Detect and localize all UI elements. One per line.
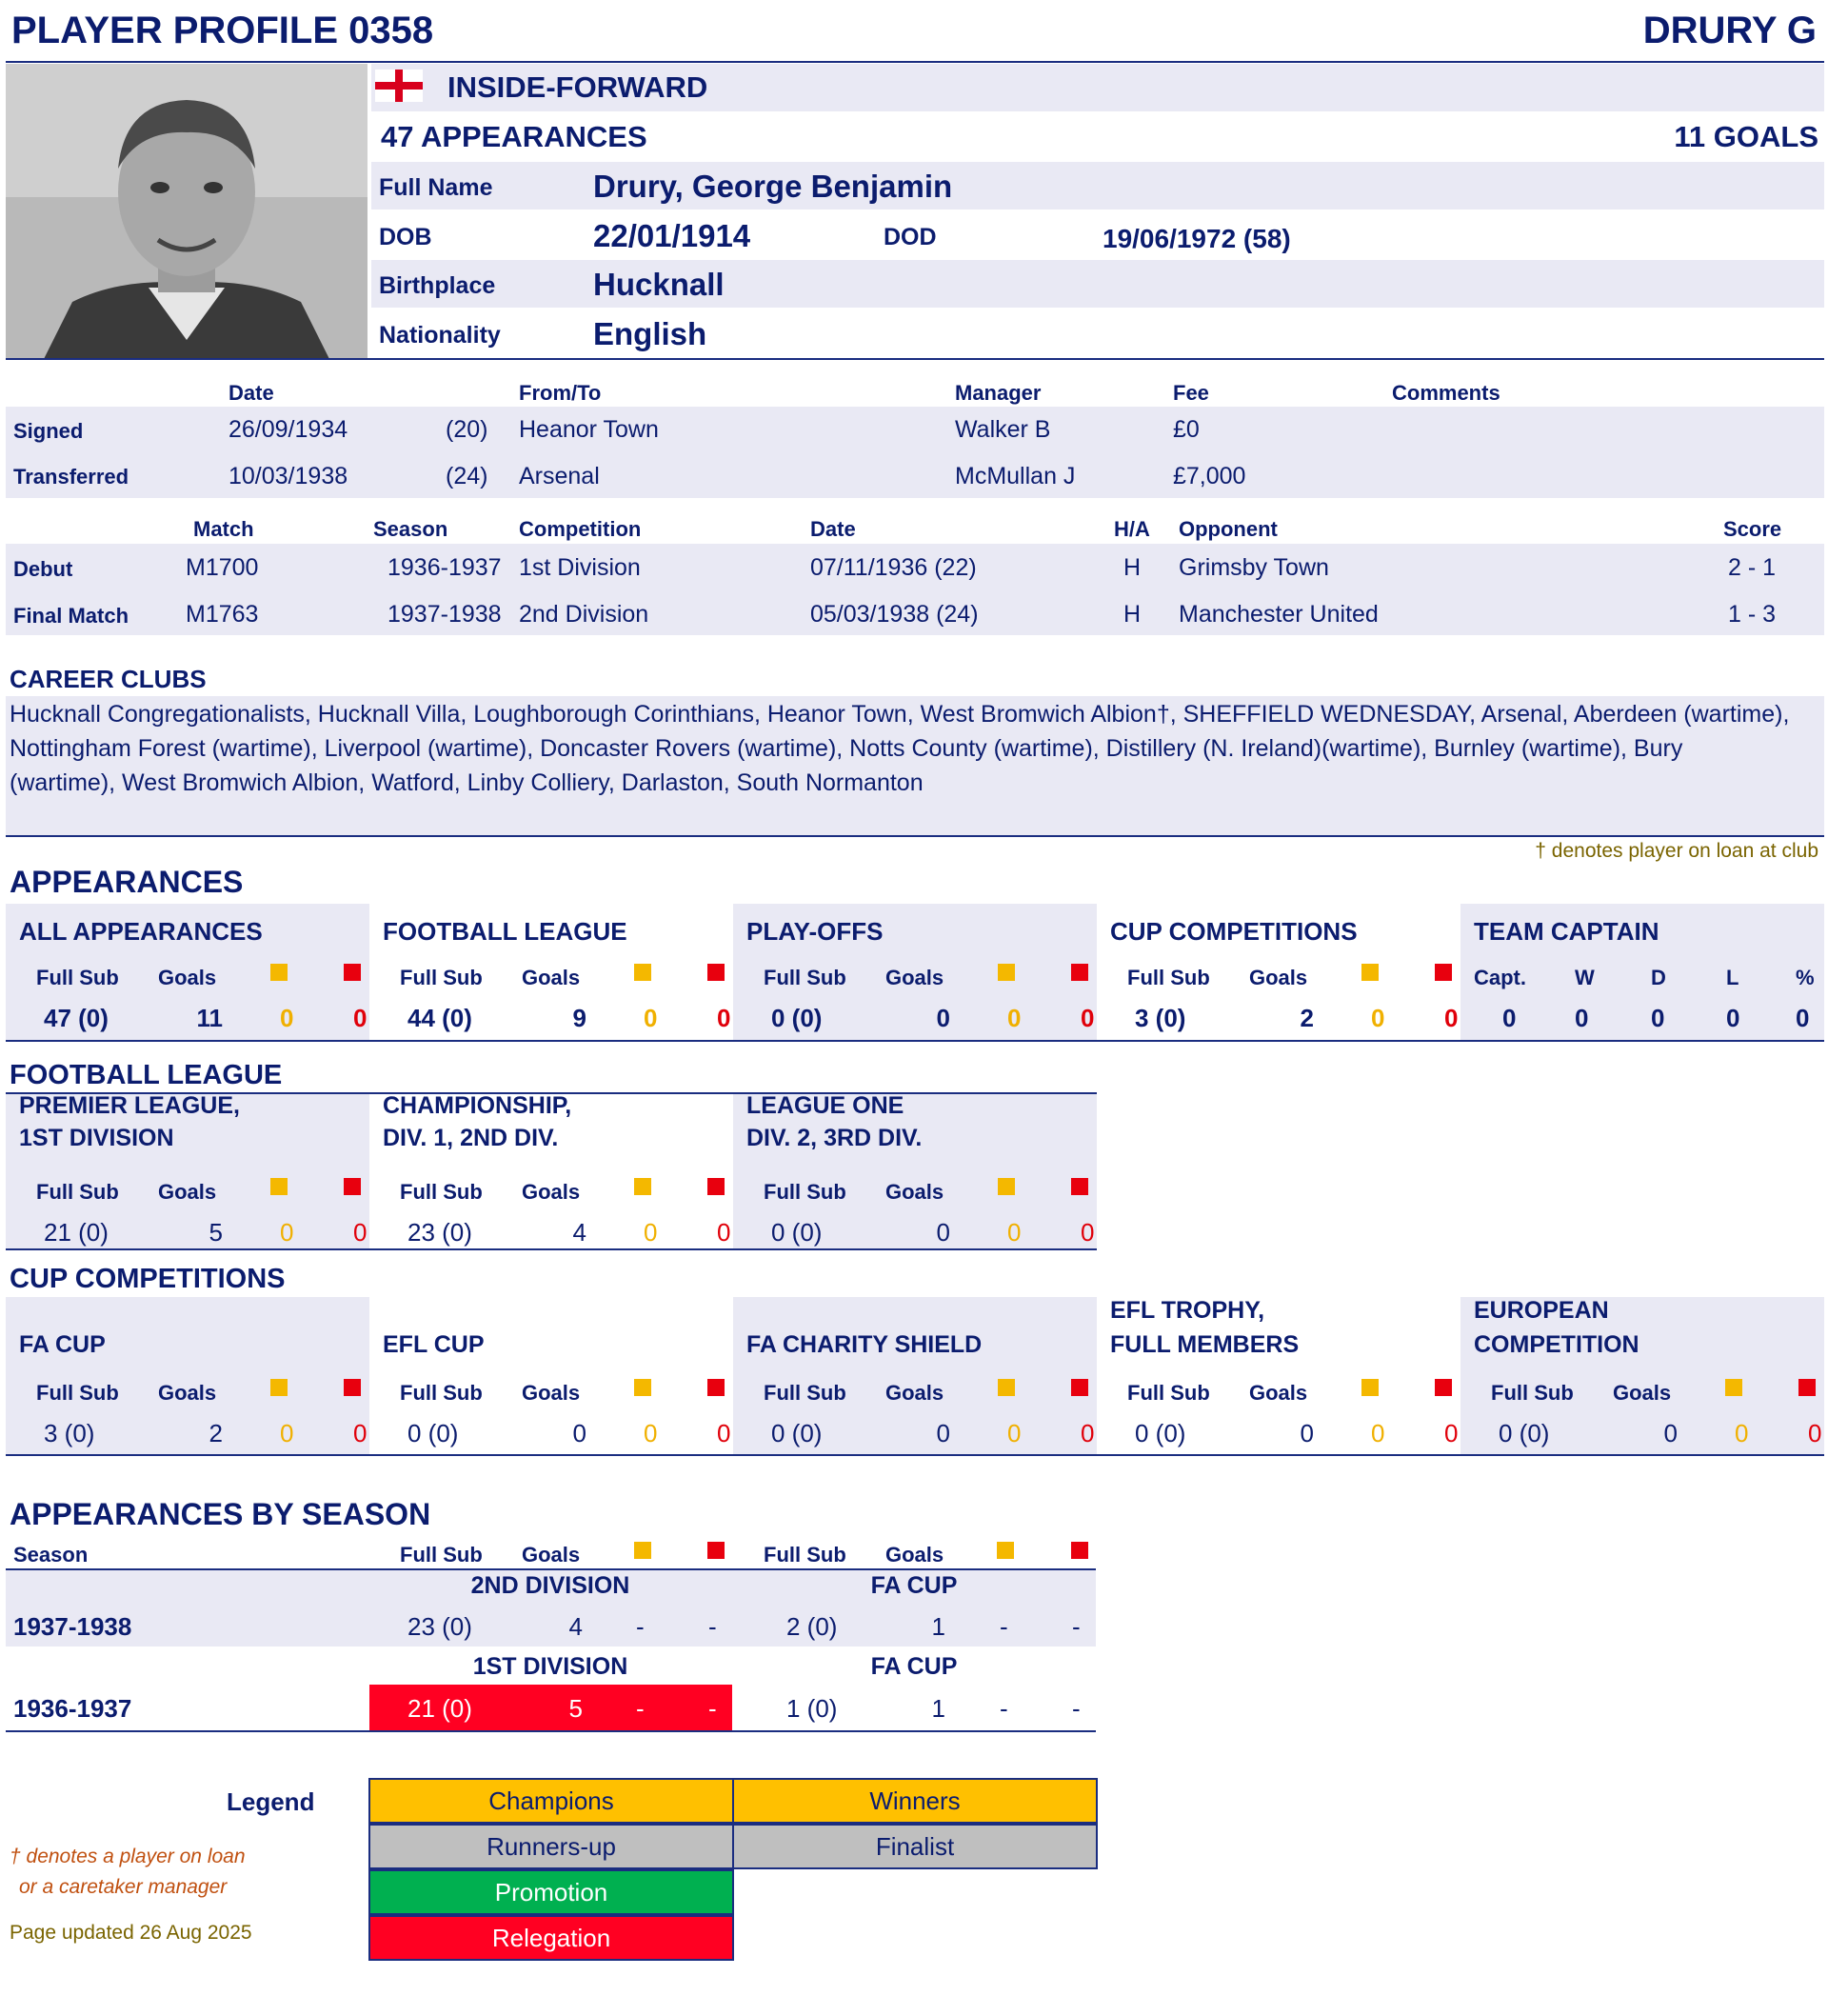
cups-title: CUP COMPETITIONS xyxy=(10,1264,286,1294)
yellow-card-icon xyxy=(634,1379,651,1396)
birthplace-row xyxy=(371,260,1824,308)
signed-fee: £0 xyxy=(1173,416,1200,443)
legend-runners-up: Runners-up xyxy=(368,1824,734,1869)
apps-value: 0 (0) xyxy=(771,1419,823,1447)
player-photo xyxy=(6,64,368,359)
captain-header: % xyxy=(1796,966,1815,989)
england-flag-icon xyxy=(375,70,423,102)
team-captain-title: TEAM CAPTAIN xyxy=(1474,917,1659,946)
goals-header: Goals xyxy=(158,966,217,989)
season-goals-header-2: Goals xyxy=(885,1543,944,1567)
stat-group-title: CUP COMPETITIONS xyxy=(1110,917,1358,946)
goals-header: Goals xyxy=(885,1381,944,1405)
signed-club: Heanor Town xyxy=(519,416,659,443)
league-group-title-1: LEAGUE ONE xyxy=(746,1092,904,1119)
apps-value: 0 (0) xyxy=(771,1004,823,1032)
signed-age: (20) xyxy=(446,416,488,443)
red-cards-value: 0 xyxy=(1081,1004,1095,1032)
page-updated: Page updated 26 Aug 2025 xyxy=(10,1922,252,1944)
red-cards-value: 0 xyxy=(717,1004,731,1032)
ha-header: H/A xyxy=(1114,517,1150,541)
legend-promotion: Promotion xyxy=(368,1869,734,1915)
red-card-icon xyxy=(1071,1379,1088,1396)
match-date-header: Date xyxy=(810,517,856,541)
legend-title: Legend xyxy=(227,1787,315,1816)
debut-label: Debut xyxy=(13,557,73,581)
yellow-card-icon xyxy=(998,1379,1015,1396)
season-row-2-comp1: 1ST DIVISION xyxy=(472,1653,628,1680)
yellow-card-icon xyxy=(270,1178,288,1195)
cup-group-title-2: FA CUP xyxy=(19,1331,106,1358)
goals-value: 2 xyxy=(1300,1004,1314,1032)
league-group-title-1: CHAMPIONSHIP, xyxy=(383,1092,572,1119)
captain-value: 0 xyxy=(1502,1004,1517,1032)
goals-header: Goals xyxy=(1249,966,1308,989)
season-row-1-comp1: 2ND DIVISION xyxy=(470,1572,630,1599)
profile-rule xyxy=(6,358,1824,360)
page-title: PLAYER PROFILE 0358 xyxy=(11,10,434,51)
yellow-card-icon xyxy=(997,1542,1014,1559)
full-sub-header: Full Sub xyxy=(1127,966,1210,989)
full-sub-header: Full Sub xyxy=(764,1381,846,1405)
match-header: Match xyxy=(193,517,254,541)
season-fullsub-header-2: Full Sub xyxy=(764,1543,846,1567)
cup-group-title-1: EFL TROPHY, xyxy=(1110,1297,1265,1324)
red-card-icon xyxy=(344,1178,361,1195)
yellow-card-icon xyxy=(634,964,651,981)
player-short-name: DRURY G xyxy=(1642,10,1817,51)
full-name-value: Drury, George Benjamin xyxy=(593,169,953,204)
yellow-cards-value: 0 xyxy=(1007,1218,1022,1247)
goals-header: Goals xyxy=(522,966,581,989)
signed-date: 26/09/1934 xyxy=(228,416,348,443)
final-season: 1937-1938 xyxy=(387,601,502,628)
transfer-club-header: From/To xyxy=(519,381,602,405)
goals-value: 0 xyxy=(1300,1419,1314,1447)
league-group-title-2: DIV. 1, 2ND DIV. xyxy=(383,1125,559,1151)
yellow-cards-value: 0 xyxy=(644,1218,658,1247)
goals-value: 0 xyxy=(1663,1419,1678,1447)
season-row-1-y1: - xyxy=(636,1612,645,1641)
red-card-icon xyxy=(1798,1379,1816,1396)
full-sub-header: Full Sub xyxy=(36,1180,119,1204)
career-clubs-title: CAREER CLUBS xyxy=(10,665,207,693)
league-group-title-2: 1ST DIVISION xyxy=(19,1125,174,1151)
apps-value: 0 (0) xyxy=(1499,1419,1550,1447)
apps-value: 23 (0) xyxy=(407,1218,472,1247)
loan-note: † denotes player on loan at club xyxy=(1535,840,1818,862)
yellow-card-icon xyxy=(1725,1379,1742,1396)
full-name-row xyxy=(371,162,1824,210)
score-header: Score xyxy=(1723,517,1782,541)
captain-value: 0 xyxy=(1796,1004,1810,1032)
signed-manager: Walker B xyxy=(955,416,1051,443)
apps-value: 0 (0) xyxy=(407,1419,459,1447)
legend-champions: Champions xyxy=(368,1778,734,1824)
cup-group-title-2: FULL MEMBERS xyxy=(1110,1331,1300,1358)
legend-winners: Winners xyxy=(732,1778,1098,1824)
captain-header: W xyxy=(1575,966,1595,989)
yellow-cards-value: 0 xyxy=(1735,1419,1749,1447)
transfer-date-header: Date xyxy=(228,381,274,405)
red-cards-value: 0 xyxy=(1444,1419,1459,1447)
season-fullsub-header-1: Full Sub xyxy=(400,1543,483,1567)
season-row-1-season: 1937-1938 xyxy=(13,1612,132,1641)
goals-header: Goals xyxy=(1613,1381,1672,1405)
season-row-1-comp2: FA CUP xyxy=(870,1572,958,1599)
full-sub-header: Full Sub xyxy=(1491,1381,1574,1405)
yellow-card-icon xyxy=(634,1542,651,1559)
dod-value: 19/06/1972 (58) xyxy=(1103,224,1291,253)
goals-value: 0 xyxy=(936,1419,950,1447)
debut-date: 07/11/1936 (22) xyxy=(810,554,977,581)
cup-group-title-2: FA CHARITY SHIELD xyxy=(746,1331,983,1358)
yellow-card-icon xyxy=(1361,1379,1379,1396)
red-card-icon xyxy=(1071,1178,1088,1195)
captain-value: 0 xyxy=(1726,1004,1740,1032)
transfer-manager-header: Manager xyxy=(955,381,1042,405)
red-card-icon xyxy=(1071,1542,1088,1559)
red-card-icon xyxy=(344,964,361,981)
season-row-2-y2: - xyxy=(1000,1694,1008,1723)
red-cards-value: 0 xyxy=(1081,1419,1095,1447)
transferred-club: Arsenal xyxy=(519,463,600,489)
career-clubs-line-2: Nottingham Forest (wartime), Liverpool (wartime), Doncaster Rovers (wartime), Notts County (wartime), Distillery (N. Ireland)(wartime), Burnley (wartime), Bury xyxy=(10,735,1683,762)
season-footer-rule xyxy=(6,1730,1096,1732)
season-row-2-y1: - xyxy=(636,1694,645,1723)
goals-value: 0 xyxy=(936,1218,950,1247)
transferred-date: 10/03/1938 xyxy=(228,463,348,489)
transferred-manager: McMullan J xyxy=(955,463,1076,489)
red-card-icon xyxy=(1071,964,1088,981)
stat-group-title: ALL APPEARANCES xyxy=(19,917,263,946)
debut-match: M1700 xyxy=(186,554,259,581)
final-score: 1 - 3 xyxy=(1728,601,1777,628)
final-match-label: Final Match xyxy=(13,604,129,628)
goals-header: Goals xyxy=(1249,1381,1308,1405)
goals-value: 0 xyxy=(936,1004,950,1032)
player-portrait-image xyxy=(6,64,368,359)
red-cards-value: 0 xyxy=(353,1218,368,1247)
yellow-cards-value: 0 xyxy=(280,1419,294,1447)
cup-group-title-1: EUROPEAN xyxy=(1474,1297,1609,1324)
apps-value: 47 (0) xyxy=(44,1004,109,1032)
red-card-icon xyxy=(344,1379,361,1396)
player-position: INSIDE-FORWARD xyxy=(447,70,708,104)
red-cards-value: 0 xyxy=(353,1004,368,1032)
legend-note-2: or a caretaker manager xyxy=(19,1876,228,1898)
final-ha: H xyxy=(1123,601,1142,628)
dob-value: 22/01/1914 xyxy=(593,218,751,253)
season-row-2-apps1: 21 (0) xyxy=(407,1694,472,1723)
yellow-cards-value: 0 xyxy=(644,1419,658,1447)
full-sub-header: Full Sub xyxy=(36,1381,119,1405)
goals-header: Goals xyxy=(885,1180,944,1204)
legend-relegation: Relegation xyxy=(368,1915,734,1961)
apps-value: 21 (0) xyxy=(44,1218,109,1247)
red-cards-value: 0 xyxy=(717,1419,731,1447)
career-clubs-line-1: Hucknall Congregationalists, Hucknall Villa, Loughborough Corinthians, Heanor Town, West Bromwich Albion†, SHEFFIELD WEDNESDAY, Arsenal, Aberdeen (wartime), xyxy=(10,701,1790,728)
red-cards-value: 0 xyxy=(1444,1004,1459,1032)
season-row-2-apps2: 1 (0) xyxy=(786,1694,838,1723)
full-sub-header: Full Sub xyxy=(1127,1381,1210,1405)
appearances-title: APPEARANCES xyxy=(10,865,244,899)
goals-header: Goals xyxy=(158,1381,217,1405)
red-card-icon xyxy=(707,1178,725,1195)
yellow-cards-value: 0 xyxy=(1007,1004,1022,1032)
season-row-1-r1: - xyxy=(708,1612,717,1641)
season-row-1-y2: - xyxy=(1000,1612,1008,1641)
appearances-rule xyxy=(6,1040,1824,1042)
debut-ha: H xyxy=(1123,554,1142,581)
season-header: Season xyxy=(373,517,448,541)
league-group-title-2: DIV. 2, 3RD DIV. xyxy=(746,1125,923,1151)
competition-header: Competition xyxy=(519,517,642,541)
final-date: 05/03/1938 (24) xyxy=(810,601,979,628)
season-row-2-r2: - xyxy=(1072,1694,1081,1723)
signed-label: Signed xyxy=(13,419,84,443)
total-appearances: 47 APPEARANCES xyxy=(381,120,647,153)
yellow-card-icon xyxy=(270,964,288,981)
cup-group-title-2: EFL CUP xyxy=(383,1331,485,1358)
career-rule xyxy=(6,835,1824,837)
full-sub-header: Full Sub xyxy=(764,1180,846,1204)
apps-value: 44 (0) xyxy=(407,1004,472,1032)
season-row-2-goals2: 1 xyxy=(931,1694,945,1723)
season-row-2-comp2: FA CUP xyxy=(870,1653,958,1680)
yellow-card-icon xyxy=(998,964,1015,981)
yellow-cards-value: 0 xyxy=(644,1004,658,1032)
full-sub-header: Full Sub xyxy=(400,1180,483,1204)
stat-group-title: PLAY-OFFS xyxy=(746,917,884,946)
total-goals: 11 GOALS xyxy=(1674,120,1818,153)
goals-value: 4 xyxy=(572,1218,586,1247)
red-card-icon xyxy=(1435,1379,1452,1396)
season-row-1-apps2: 2 (0) xyxy=(786,1612,838,1641)
goals-value: 9 xyxy=(572,1004,586,1032)
yellow-card-icon xyxy=(270,1379,288,1396)
opponent-header: Opponent xyxy=(1179,517,1278,541)
apps-value: 3 (0) xyxy=(1135,1004,1186,1032)
season-row-2-goals1: 5 xyxy=(568,1694,583,1723)
yellow-card-icon xyxy=(998,1178,1015,1195)
full-name-label: Full Name xyxy=(379,174,493,201)
yellow-cards-value: 0 xyxy=(1371,1419,1385,1447)
final-match-id: M1763 xyxy=(186,601,259,628)
goals-header: Goals xyxy=(158,1180,217,1204)
season-goals-header-1: Goals xyxy=(522,1543,581,1567)
captain-header: D xyxy=(1651,966,1666,989)
nationality-label: Nationality xyxy=(379,322,501,349)
transferred-fee: £7,000 xyxy=(1173,463,1246,489)
yellow-cards-value: 0 xyxy=(1007,1419,1022,1447)
full-sub-header: Full Sub xyxy=(764,966,846,989)
red-cards-value: 0 xyxy=(1808,1419,1822,1447)
birthplace-label: Birthplace xyxy=(379,272,496,299)
full-sub-header: Full Sub xyxy=(400,1381,483,1405)
transfer-fee-header: Fee xyxy=(1173,381,1209,405)
debut-opponent: Grimsby Town xyxy=(1179,554,1329,581)
legend-finalist: Finalist xyxy=(732,1824,1098,1869)
transfer-comments-header: Comments xyxy=(1392,381,1500,405)
season-column-header: Season xyxy=(13,1543,89,1567)
goals-value: 5 xyxy=(209,1218,223,1247)
header-rule xyxy=(6,61,1824,63)
birthplace-value: Hucknall xyxy=(593,267,725,302)
full-sub-header: Full Sub xyxy=(36,966,119,989)
captain-header: Capt. xyxy=(1474,966,1526,989)
yellow-cards-value: 0 xyxy=(1371,1004,1385,1032)
final-opponent: Manchester United xyxy=(1179,601,1379,628)
season-row-2-r1: - xyxy=(708,1694,717,1723)
red-cards-value: 0 xyxy=(717,1218,731,1247)
cup-group-title-2: COMPETITION xyxy=(1474,1331,1639,1358)
full-sub-header: Full Sub xyxy=(400,966,483,989)
apps-value: 0 (0) xyxy=(771,1218,823,1247)
league-group-title-1: PREMIER LEAGUE, xyxy=(19,1092,240,1119)
season-row-1-apps1: 23 (0) xyxy=(407,1612,472,1641)
yellow-card-icon xyxy=(1361,964,1379,981)
debut-season: 1936-1937 xyxy=(387,554,502,581)
apps-value: 0 (0) xyxy=(1135,1419,1186,1447)
red-card-icon xyxy=(1435,964,1452,981)
captain-header: L xyxy=(1726,966,1739,989)
apps-value: 3 (0) xyxy=(44,1419,95,1447)
season-row-2-season: 1936-1937 xyxy=(13,1694,132,1723)
stat-group-title: FOOTBALL LEAGUE xyxy=(383,917,627,946)
seasons-title: APPEARANCES BY SEASON xyxy=(10,1497,431,1531)
final-competition: 2nd Division xyxy=(519,601,649,628)
captain-value: 0 xyxy=(1651,1004,1665,1032)
captain-value: 0 xyxy=(1575,1004,1589,1032)
goals-value: 0 xyxy=(572,1419,586,1447)
goals-header: Goals xyxy=(885,966,944,989)
career-clubs-line-3: (wartime), West Bromwich Albion, Watford, Linby Colliery, Darlaston, South Normanton xyxy=(10,769,924,796)
debut-score: 2 - 1 xyxy=(1728,554,1777,581)
league-title: FOOTBALL LEAGUE xyxy=(10,1060,283,1090)
goals-value: 11 xyxy=(196,1004,223,1032)
yellow-card-icon xyxy=(634,1178,651,1195)
transferred-age: (24) xyxy=(446,463,488,489)
debut-competition: 1st Division xyxy=(519,554,641,581)
red-cards-value: 0 xyxy=(353,1419,368,1447)
goals-header: Goals xyxy=(522,1381,581,1405)
league-bottom-rule xyxy=(6,1248,1097,1250)
goals-header: Goals xyxy=(522,1180,581,1204)
yellow-cards-value: 0 xyxy=(280,1218,294,1247)
nationality-value: English xyxy=(593,316,707,351)
season-row-1-goals1: 4 xyxy=(568,1612,583,1641)
cups-bottom-rule xyxy=(6,1454,1824,1456)
dod-label: DOD xyxy=(884,224,937,250)
yellow-cards-value: 0 xyxy=(280,1004,294,1032)
season-row-1-r2: - xyxy=(1072,1612,1081,1641)
legend-note-1: † denotes a player on loan xyxy=(10,1846,246,1867)
red-cards-value: 0 xyxy=(1081,1218,1095,1247)
red-card-icon xyxy=(707,1379,725,1396)
season-row-1-goals2: 1 xyxy=(931,1612,945,1641)
transferred-label: Transferred xyxy=(13,465,129,489)
red-card-icon xyxy=(707,964,725,981)
red-card-icon xyxy=(707,1542,725,1559)
goals-value: 2 xyxy=(209,1419,223,1447)
dob-label: DOB xyxy=(379,224,432,250)
